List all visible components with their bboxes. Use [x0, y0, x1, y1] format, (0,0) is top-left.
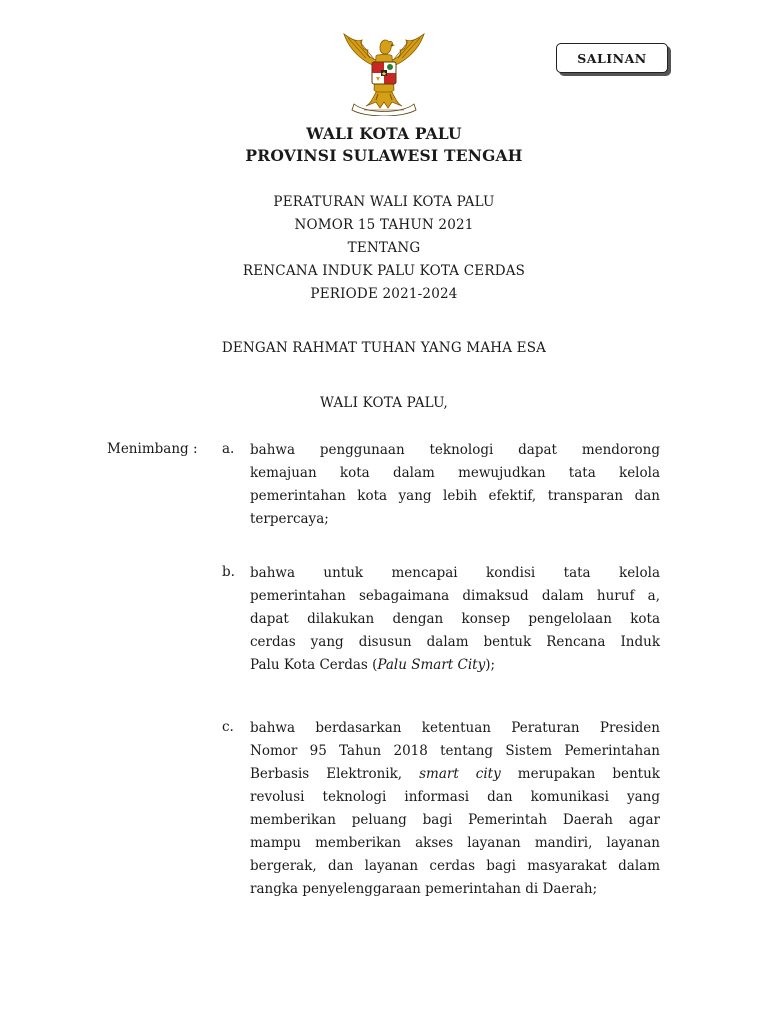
- text-span: merupakan bentuk: [517, 766, 660, 782]
- paragraph-line: memberikan peluang bagi Pemerintah Daerah agar: [250, 812, 660, 828]
- regulation-about: TENTANG: [347, 240, 421, 256]
- paragraph-line: bergerak, dan layanan cerdas bagi masyarakat dalam: [250, 858, 660, 874]
- regulation-period: PERIODE 2021-2024: [310, 286, 458, 302]
- paragraph-line: [250, 654, 660, 677]
- italic-term: Palu Smart City: [377, 657, 486, 673]
- paragraph-line: revolusi teknologi informasi dan komunikasi yang: [250, 789, 660, 805]
- paragraph-line: cerdas yang disusun dalam bentuk Rencana Induk: [250, 634, 660, 650]
- considering-item-b: [250, 562, 660, 677]
- item-letter: c.: [222, 719, 234, 735]
- paragraph-line: mampu memberikan akses layanan mandiri, layanan: [250, 835, 660, 851]
- text-span: );: [485, 657, 496, 673]
- paragraph-line: kemajuan kota dalam mewujudkan tata kelola: [250, 465, 660, 481]
- item-letter: a.: [222, 441, 235, 457]
- text-span: Palu Kota Cerdas (: [250, 657, 378, 673]
- issuer-title: WALI KOTA PALU: [306, 124, 462, 143]
- preamble: DENGAN RAHMAT TUHAN YANG MAHA ESA: [221, 340, 547, 356]
- text-span: Berbasis Elektronik,: [250, 766, 403, 782]
- garuda-emblem-icon: [336, 28, 432, 116]
- province-title: PROVINSI SULAWESI TENGAH: [245, 146, 523, 165]
- salinan-stamp: SALINAN: [556, 43, 668, 73]
- regulation-title: RENCANA INDUK PALU KOTA CERDAS: [242, 263, 526, 279]
- paragraph-line: rangka penyelenggaraan pemerintahan di Daerah;: [250, 881, 598, 897]
- regulation-number: NOMOR 15 TAHUN 2021: [294, 217, 474, 233]
- paragraph-line: dapat dilakukan dengan konsep pengelolaan kota: [250, 611, 660, 627]
- italic-term: smart city: [419, 766, 501, 782]
- paragraph-line: Nomor 95 Tahun 2018 tentang Sistem Pemerintahan: [250, 743, 660, 759]
- regulation-type: PERATURAN WALI KOTA PALU: [273, 194, 495, 210]
- considering-item-c: [250, 717, 660, 901]
- paragraph-line: bahwa penggunaan teknologi dapat mendorong: [250, 442, 660, 458]
- considering-label: Menimbang :: [107, 441, 198, 457]
- paragraph-line: terpercaya;: [250, 511, 329, 527]
- considering-item-a: [250, 439, 660, 531]
- issuer-line: WALI KOTA PALU,: [320, 395, 448, 411]
- paragraph-line: bahwa berdasarkan ketentuan Peraturan Presiden: [250, 720, 660, 736]
- paragraph-line: bahwa untuk mencapai kondisi tata kelola: [250, 565, 660, 581]
- paragraph-line: [250, 763, 660, 786]
- paragraph-line: pemerintahan sebagaimana dimaksud dalam huruf a,: [250, 588, 660, 604]
- paragraph-line: pemerintahan kota yang lebih efektif, transparan dan: [250, 488, 660, 504]
- item-letter: b.: [222, 564, 235, 580]
